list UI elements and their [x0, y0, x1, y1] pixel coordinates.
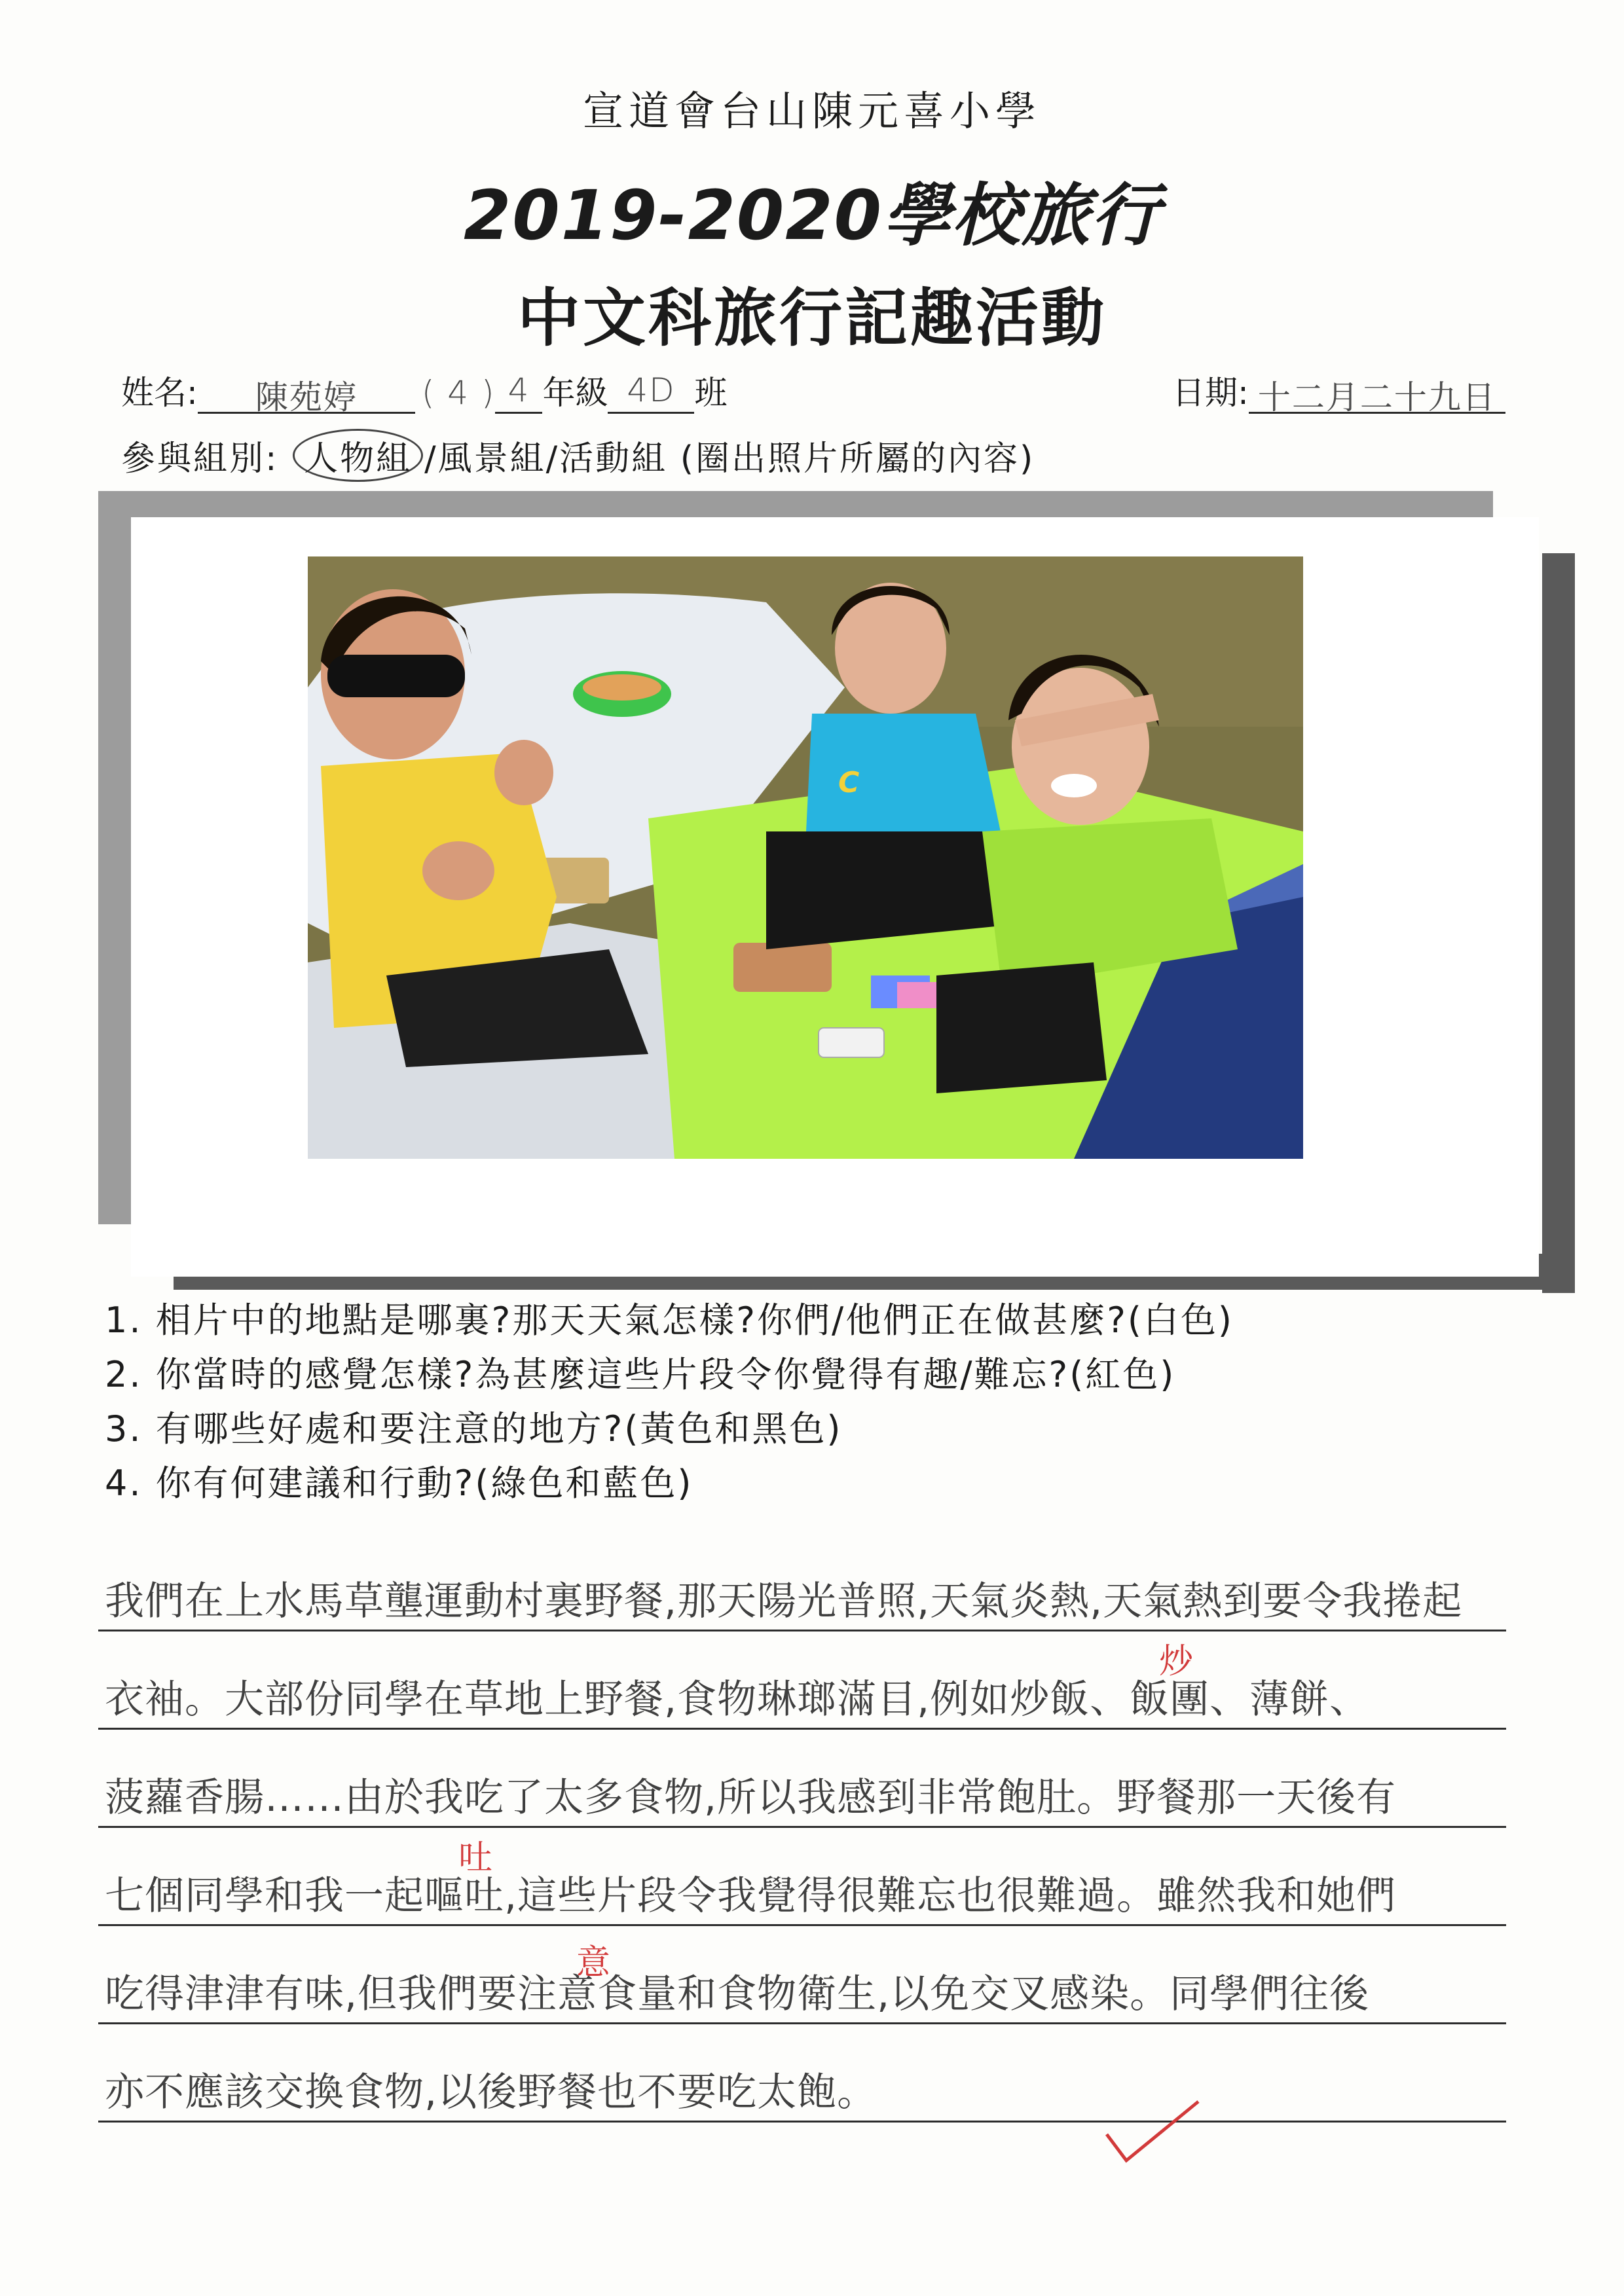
answer-text: 七個同學和我一起嘔吐,這些片段令我覺得很難忘也很難過。雖然我和她們 [105, 1873, 1397, 1919]
answer-rule [98, 1630, 1506, 1631]
question-3: 3. 有哪些好處和要注意的地方?(黃色和黑色) [105, 1408, 843, 1449]
class-label: 班 [694, 374, 728, 412]
answer-line[interactable] [98, 1846, 1506, 1944]
sunglasses-icon [327, 655, 465, 697]
answer-text: 菠蘿香腸……由於我吃了太多食物,所以我感到非常飽肚。野餐那一天後有 [105, 1775, 1397, 1821]
mobile-phone [819, 1028, 884, 1057]
question-list [105, 1293, 1545, 1510]
group-selection-row [121, 429, 1035, 482]
question-4: 4. 你有何建議和行動?(綠色和藍色) [105, 1463, 693, 1504]
girl1-hand-holding-box [422, 841, 494, 900]
group-separator: / [545, 439, 560, 479]
picnic-photo [308, 556, 1303, 1159]
grade-field[interactable]: 4 [495, 371, 542, 414]
question-1: 1. 相片中的地點是哪裏?那天天氣怎樣?你們/他們正在做甚麼?(白色) [105, 1300, 1234, 1341]
school-name: 宣道會台山陳元喜小學 [582, 87, 1041, 135]
cyan-shirt [805, 714, 1002, 845]
group-option-scenery[interactable]: 風景組 [437, 439, 546, 479]
grade-label: 年級 [542, 374, 608, 412]
date-field[interactable]: 十二月二十九日 [1249, 371, 1505, 414]
food-box [733, 943, 832, 992]
answer-rule [98, 1826, 1506, 1828]
black-pants-girl3 [936, 962, 1107, 1093]
activity-title: 中文科旅行記趣活動 [517, 282, 1107, 355]
check-mark-icon [1100, 2095, 1205, 2167]
question-2: 2. 你當時的感覺怎樣?為甚麼這些片段令你覺得有趣/難忘?(紅色) [105, 1354, 1176, 1395]
girl1-hand [494, 740, 553, 805]
answer-rule [98, 2121, 1506, 2123]
answer-line[interactable] [98, 2043, 1506, 2141]
snack-pack-pink [897, 982, 936, 1008]
group-separator: / [424, 439, 438, 479]
group-label: 參與組別: [121, 439, 279, 479]
answer-rule [98, 1924, 1506, 1926]
date-label: 日期: [1172, 374, 1249, 412]
bowl-food [583, 674, 661, 701]
answer-text: 衣袖。大部份同學在草地上野餐,食物琳瑯滿目,例如炒飯、飯團、薄餅、 [105, 1677, 1370, 1722]
teacher-correction: 吐 [458, 1838, 493, 1878]
answer-text: 亦不應該交換食物,以後野餐也不要吃太飽。 [105, 2069, 877, 2115]
girl3-smile [1051, 774, 1097, 797]
answer-line[interactable] [98, 1748, 1506, 1846]
answer-text: 吃得津津有味,但我們要注意食量和食物衛生,以免交叉感染。同學們往後 [105, 1971, 1370, 2017]
photo-frame-shadow-right [1542, 553, 1575, 1293]
answer-line[interactable] [98, 1552, 1506, 1650]
group-option-activity[interactable]: 活動組 [559, 439, 668, 479]
teacher-correction: 炒 [1159, 1642, 1194, 1681]
trip-title: 2019-2020學校旅行 [463, 175, 1161, 255]
shirt-logo: C [838, 766, 860, 799]
teacher-correction: 意 [576, 1943, 611, 1982]
answer-line[interactable] [98, 1944, 1506, 2043]
name-label: 姓名: [121, 374, 198, 412]
number-field[interactable]: ( 4 ) [421, 374, 496, 412]
name-field[interactable]: 陳苑婷 [198, 371, 415, 414]
group-hint: (圈出照片所屬的內容) [680, 439, 1035, 479]
student-info-row [121, 367, 728, 416]
group-option-people[interactable]: 人物組 [293, 429, 423, 482]
answer-rule [98, 2022, 1506, 2024]
date-row [1172, 367, 1505, 414]
picnic-photo-illustration [308, 556, 1303, 1159]
answer-line[interactable] [98, 1650, 1506, 1748]
check-mark-stroke [1107, 2102, 1198, 2160]
answer-text: 我們在上水馬草壟運動村裏野餐,那天陽光普照,天氣炎熱,天氣熱到要令我捲起 [105, 1578, 1463, 1624]
answer-rule [98, 1728, 1506, 1730]
answer-area [98, 1552, 1506, 2141]
class-field[interactable]: 4D [608, 371, 694, 414]
